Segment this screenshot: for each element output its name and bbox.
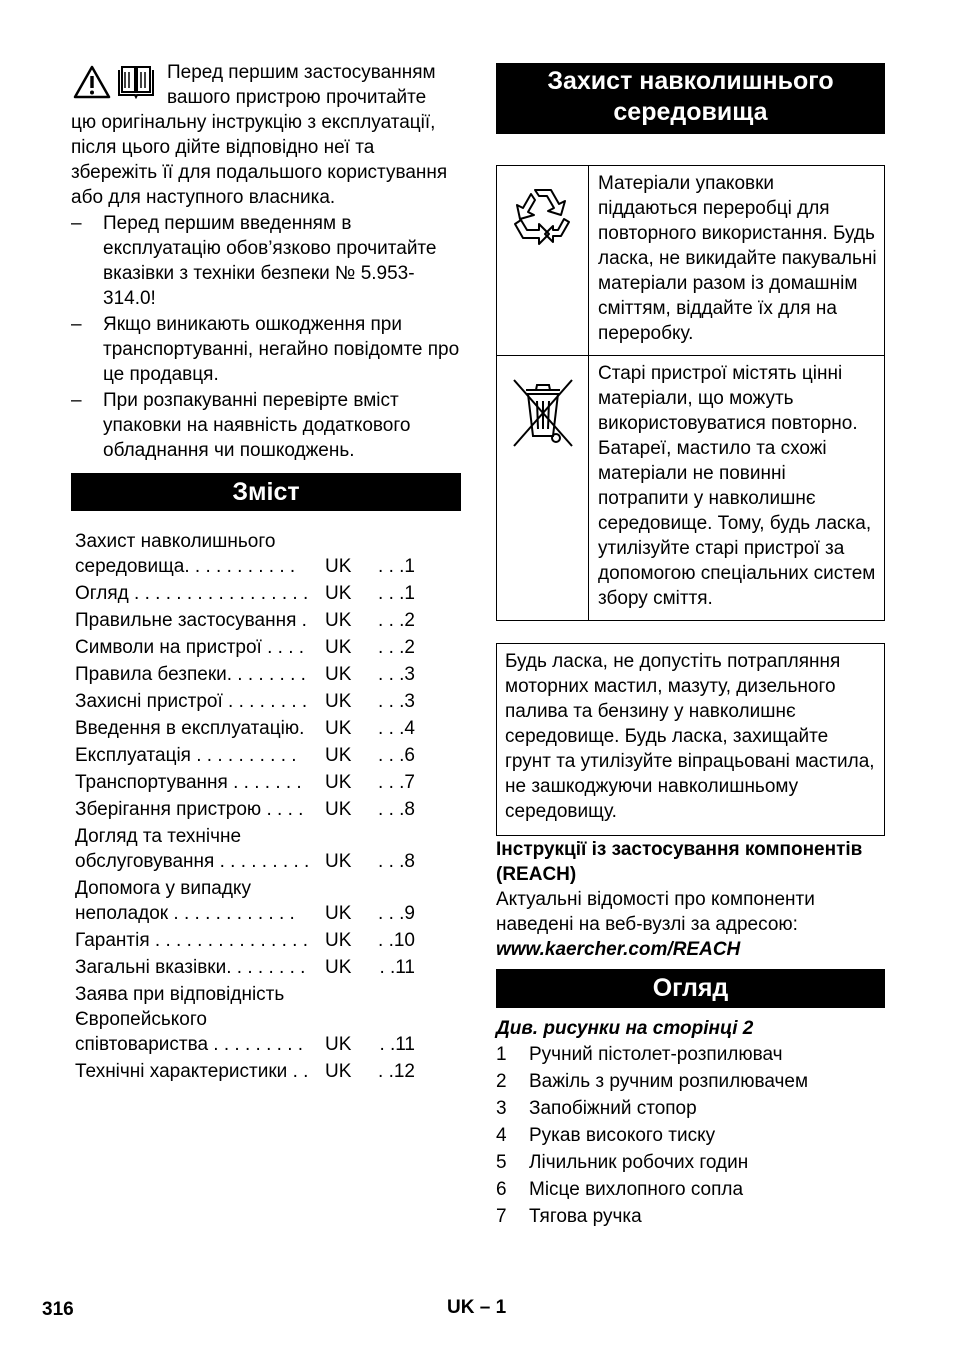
list-item: – При розпакуванні перевірте вміст упаковки на наявність додаткового обладнання чи пошкоджень.: [71, 390, 411, 461]
toc-row[interactable]: Захист навколишнього середовища. . . . . . . . . . . UK . . .1: [75, 531, 415, 577]
reach-title: Інструкції із застосування компонентів (REACH): [496, 839, 863, 885]
list-item: 5 Лічильник робочих годин: [496, 1152, 749, 1173]
crossed-bin-icon: [508, 436, 578, 457]
toc-row[interactable]: Експлуатація . . . . . . . . . . UK . . .6: [75, 745, 415, 766]
footer-section-page: UK – 1: [447, 1297, 507, 1318]
list-item: 3 Запобіжний стопор: [496, 1098, 697, 1119]
table-row: [497, 356, 885, 621]
oil-notice-box: Будь ласка, не допустіть потрапляння моторних мастил, мазуту, дизельного палива та бензину у навколишнє середовище. Будь ласка, захищайте грунт та утилізуйте віпрацьовані мастила, не зашкоджуючи навколишньому середовищу.: [496, 643, 885, 836]
recycle-text: Матеріали упаковки піддаються переробці для повторного використання. Будь ласка, не викидайте пакувальні матеріали разом із домашнім сміттям, віддайте їх для на переробку.: [589, 166, 885, 356]
page-number: 316: [42, 1299, 74, 1320]
intro-line-1: Перед першим застосуванням: [167, 62, 436, 83]
toc-row[interactable]: Введення в експлуатацію. UK . . .4: [75, 718, 415, 739]
toc-row[interactable]: Транспортування . . . . . . . UK . . .7: [75, 772, 415, 793]
toc-row[interactable]: Захисні пристрої . . . . . . . . UK . . .3: [75, 691, 415, 712]
contents-heading: Зміст: [71, 473, 461, 511]
intro-section: [71, 60, 461, 463]
list-item: 1 Ручний пістолет-розпилювач: [496, 1044, 783, 1065]
overview-heading: Огляд: [496, 969, 885, 1008]
list-item: – Перед першим введенням в експлуатацію обов’язково прочитайте вказівки з техніки безпеки № 5.953-314.0!: [71, 213, 437, 309]
intro-rest: цю оригінальну інструкцію з експлуатації, після цього дійте відповідно неї та збережіть її для подальшого користування або для наступного власника.: [71, 112, 448, 208]
toc-row[interactable]: Гарантія . . . . . . . . . . . . . . . UK . .10: [75, 930, 415, 951]
table-row: [497, 166, 885, 356]
disposal-icon-cell: [497, 356, 589, 621]
list-item: 7 Тягова ручка: [496, 1206, 642, 1227]
list-item: 2 Важіль з ручним розпилювачем: [496, 1071, 809, 1092]
reach-link[interactable]: www.kaercher.com/REACH: [496, 939, 741, 960]
list-item: 6 Місце вихлопного сопла: [496, 1179, 744, 1200]
toc-row[interactable]: Технічні характеристики . . UK . .12: [75, 1061, 415, 1082]
intro-bullets: [71, 211, 461, 463]
parts-list: [496, 1041, 885, 1230]
warning-icon: [73, 65, 111, 106]
manual-book-icon: [115, 65, 157, 106]
table-of-contents: [71, 529, 461, 1084]
left-column: [71, 60, 461, 1086]
intro-icons: [73, 65, 157, 106]
toc-row[interactable]: Правила безпеки. . . . . . . . UK . . .3: [75, 664, 415, 685]
intro-line-2: вашого пристрою прочитайте: [167, 87, 427, 108]
see-figure-note: Див. рисунки на сторінці 2: [496, 1018, 754, 1039]
toc-row[interactable]: Допомога у випадку неполадок . . . . . . . . . . . . UK . . .9: [75, 878, 415, 924]
list-item: 4 Рукав високого тиску: [496, 1125, 716, 1146]
toc-row[interactable]: Зберігання пристрою . . . . UK . . .8: [75, 799, 415, 820]
list-item: – Якщо виникають ошкодження при транспортуванні, негайно повідомте про це продавця.: [71, 314, 460, 385]
toc-row[interactable]: Символи на пристрої . . . . UK . . .2: [75, 637, 415, 658]
environment-heading: Захист навколишнього середовища: [496, 63, 885, 134]
disposal-text: Старі пристрої містять цінні матеріали, що можуть використовуватися повторно. Батареї, мастило та схожі матеріали не повинні потрапити у навколишнє середовище. Тому, будь ласка, утилізуйте старі пристрої за допомогою спеціальних систем збору сміття.: [589, 356, 885, 621]
reach-text: Актуальні відомості про компоненти наведені на веб-вузлі за адресою:: [496, 889, 815, 935]
toc-row[interactable]: Правильне застосування . UK . . .2: [75, 610, 415, 631]
environment-table: [496, 165, 885, 621]
toc-row[interactable]: Огляд . . . . . . . . . . . . . . . . . UK . . .1: [75, 583, 415, 604]
toc-row[interactable]: Заява при відповідність Європейського співтовариства . . . . . . . . . UK . .11: [75, 984, 415, 1055]
right-column: [496, 63, 885, 1230]
recycle-icon: [505, 242, 581, 263]
toc-row[interactable]: Догляд та технічне обслуговування . . . . . . . . . UK . . .8: [75, 826, 415, 872]
recycle-icon-cell: [497, 166, 589, 356]
toc-row[interactable]: Загальні вказівки. . . . . . . . UK . .11: [75, 957, 415, 978]
